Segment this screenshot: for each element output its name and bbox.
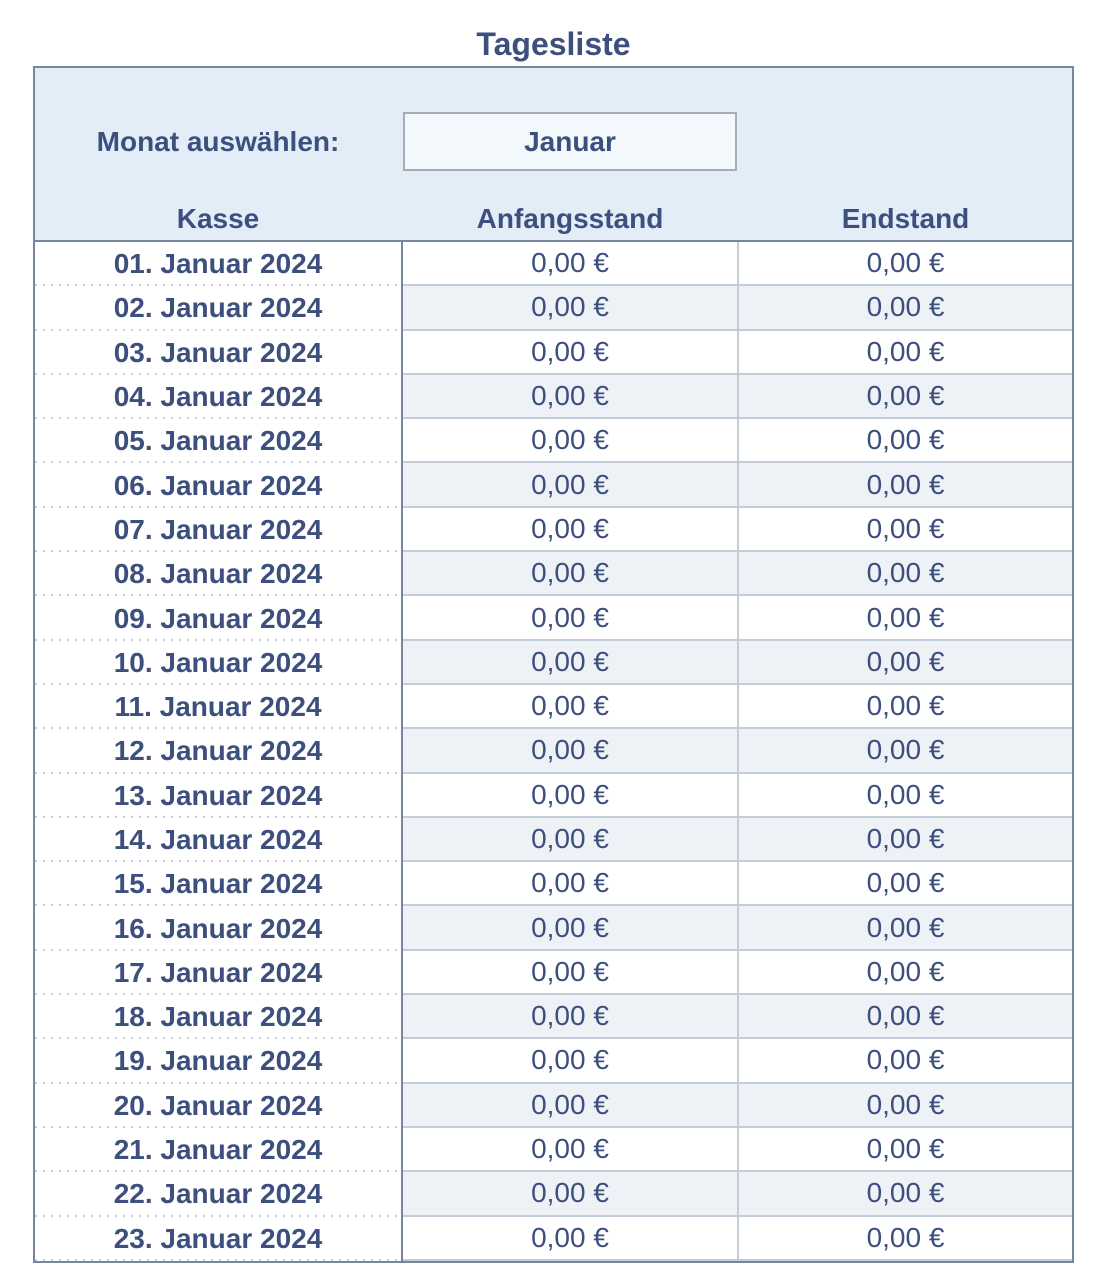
- endstand-cell[interactable]: 0,00 €: [739, 375, 1072, 419]
- table-row: [35, 1084, 1072, 1128]
- date-cell: 08. Januar 2024: [35, 552, 401, 596]
- anfangsstand-cell[interactable]: 0,00 €: [403, 641, 737, 685]
- endstand-cell[interactable]: 0,00 €: [739, 906, 1072, 950]
- endstand-cell[interactable]: 0,00 €: [739, 286, 1072, 330]
- month-select-label: Monat auswählen:: [96, 125, 340, 157]
- endstand-cell[interactable]: 0,00 €: [739, 1172, 1072, 1216]
- anfangsstand-cell[interactable]: 0,00 €: [403, 1172, 737, 1216]
- table-row: [35, 774, 1072, 818]
- table-body: [35, 242, 1072, 1261]
- date-cell: 18. Januar 2024: [35, 995, 401, 1039]
- date-cell: 14. Januar 2024: [35, 818, 401, 862]
- endstand-cell[interactable]: 0,00 €: [739, 729, 1072, 773]
- date-cell: 11. Januar 2024: [35, 685, 401, 729]
- table-row: [35, 818, 1072, 862]
- date-cell: 10. Januar 2024: [35, 641, 401, 685]
- table-row: [35, 641, 1072, 685]
- date-cell: 19. Januar 2024: [35, 1039, 401, 1083]
- column-header-endstand: Endstand: [841, 203, 970, 234]
- endstand-cell[interactable]: 0,00 €: [739, 419, 1072, 463]
- anfangsstand-cell[interactable]: 0,00 €: [403, 1128, 737, 1172]
- table-row: [35, 242, 1072, 286]
- anfangsstand-cell[interactable]: 0,00 €: [403, 331, 737, 375]
- endstand-cell[interactable]: 0,00 €: [739, 1128, 1072, 1172]
- anfangsstand-cell[interactable]: 0,00 €: [403, 818, 737, 862]
- table-header-row: [35, 203, 1072, 235]
- table-row: [35, 862, 1072, 906]
- date-cell: 02. Januar 2024: [35, 286, 401, 330]
- date-cell: 07. Januar 2024: [35, 508, 401, 552]
- endstand-cell[interactable]: 0,00 €: [739, 995, 1072, 1039]
- table-row: [35, 951, 1072, 995]
- anfangsstand-cell[interactable]: 0,00 €: [403, 729, 737, 773]
- endstand-cell[interactable]: 0,00 €: [739, 596, 1072, 640]
- table-row: [35, 906, 1072, 950]
- table-row: [35, 419, 1072, 463]
- anfangsstand-cell[interactable]: 0,00 €: [403, 1217, 737, 1261]
- anfangsstand-cell[interactable]: 0,00 €: [403, 286, 737, 330]
- page-title: Tagesliste: [476, 26, 631, 62]
- anfangsstand-cell[interactable]: 0,00 €: [403, 906, 737, 950]
- table-row: [35, 1128, 1072, 1172]
- endstand-cell[interactable]: 0,00 €: [739, 1217, 1072, 1261]
- endstand-cell[interactable]: 0,00 €: [739, 774, 1072, 818]
- date-cell: 13. Januar 2024: [35, 774, 401, 818]
- date-cell: 16. Januar 2024: [35, 906, 401, 950]
- table-row: [35, 463, 1072, 507]
- endstand-cell[interactable]: 0,00 €: [739, 552, 1072, 596]
- column-header-kasse: Kasse: [176, 203, 260, 234]
- endstand-cell[interactable]: 0,00 €: [739, 1084, 1072, 1128]
- anfangsstand-cell[interactable]: 0,00 €: [403, 951, 737, 995]
- endstand-cell[interactable]: 0,00 €: [739, 331, 1072, 375]
- table-row: [35, 1039, 1072, 1083]
- endstand-cell[interactable]: 0,00 €: [739, 951, 1072, 995]
- table-row: [35, 331, 1072, 375]
- date-cell: 23. Januar 2024: [35, 1217, 401, 1261]
- anfangsstand-cell[interactable]: 0,00 €: [403, 1084, 737, 1128]
- anfangsstand-cell[interactable]: 0,00 €: [403, 1039, 737, 1083]
- tagesliste-sheet: [33, 66, 1074, 1263]
- anfangsstand-cell[interactable]: 0,00 €: [403, 463, 737, 507]
- anfangsstand-cell[interactable]: 0,00 €: [403, 596, 737, 640]
- anfangsstand-cell[interactable]: 0,00 €: [403, 375, 737, 419]
- anfangsstand-cell[interactable]: 0,00 €: [403, 685, 737, 729]
- date-cell: 05. Januar 2024: [35, 419, 401, 463]
- date-cell: 06. Januar 2024: [35, 463, 401, 507]
- anfangsstand-cell[interactable]: 0,00 €: [403, 419, 737, 463]
- table-row: [35, 1172, 1072, 1216]
- date-cell: 09. Januar 2024: [35, 596, 401, 640]
- date-cell: 21. Januar 2024: [35, 1128, 401, 1172]
- anfangsstand-cell[interactable]: 0,00 €: [403, 862, 737, 906]
- endstand-cell[interactable]: 0,00 €: [739, 1039, 1072, 1083]
- date-cell: 04. Januar 2024: [35, 375, 401, 419]
- table-row: [35, 995, 1072, 1039]
- endstand-cell[interactable]: 0,00 €: [739, 463, 1072, 507]
- date-cell: 20. Januar 2024: [35, 1084, 401, 1128]
- date-cell: 12. Januar 2024: [35, 729, 401, 773]
- endstand-cell[interactable]: 0,00 €: [739, 641, 1072, 685]
- table-row: [35, 685, 1072, 729]
- endstand-cell[interactable]: 0,00 €: [739, 862, 1072, 906]
- anfangsstand-cell[interactable]: 0,00 €: [403, 774, 737, 818]
- anfangsstand-cell[interactable]: 0,00 €: [403, 508, 737, 552]
- anfangsstand-cell[interactable]: 0,00 €: [403, 995, 737, 1039]
- date-cell: 01. Januar 2024: [35, 242, 401, 286]
- table-row: [35, 375, 1072, 419]
- table-row: [35, 729, 1072, 773]
- month-select[interactable]: [403, 112, 737, 171]
- table-row: [35, 1217, 1072, 1261]
- date-cell: 03. Januar 2024: [35, 331, 401, 375]
- anfangsstand-cell[interactable]: 0,00 €: [403, 552, 737, 596]
- table-row: [35, 508, 1072, 552]
- anfangsstand-cell[interactable]: 0,00 €: [403, 242, 737, 286]
- date-cell: 22. Januar 2024: [35, 1172, 401, 1216]
- control-panel: [35, 68, 1072, 242]
- table-row: [35, 286, 1072, 330]
- endstand-cell[interactable]: 0,00 €: [739, 242, 1072, 286]
- column-header-anfangsstand: Anfangsstand: [476, 203, 664, 234]
- table-row: [35, 596, 1072, 640]
- endstand-cell[interactable]: 0,00 €: [739, 508, 1072, 552]
- table-row: [35, 552, 1072, 596]
- endstand-cell[interactable]: 0,00 €: [739, 685, 1072, 729]
- date-cell: 17. Januar 2024: [35, 951, 401, 995]
- endstand-cell[interactable]: 0,00 €: [739, 818, 1072, 862]
- date-cell: 15. Januar 2024: [35, 862, 401, 906]
- month-select-value: Januar: [524, 125, 616, 157]
